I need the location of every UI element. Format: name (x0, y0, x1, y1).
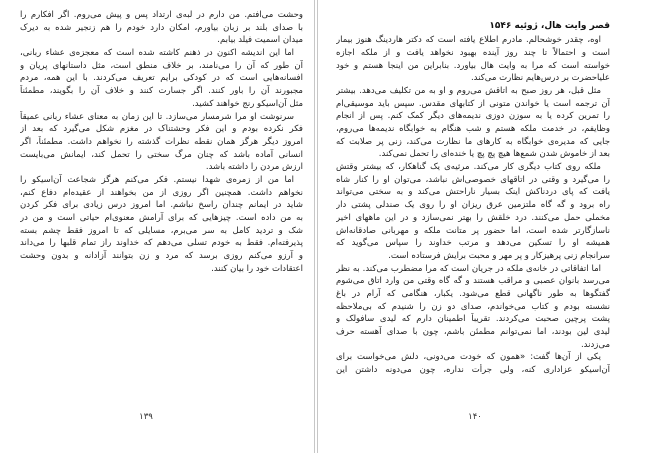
text-line: میدان اسمیت فیلد بیابم. (217, 35, 303, 46)
text-line: آن ترجمه است یا خواندن متونی از کتابهای مقدس. سپس باید موسیقی‌ام (336, 98, 610, 109)
text-line: راه برود و گه گاه ملتزمین عرق ریزان او را روی یک صندلی پشتی دار (336, 200, 610, 211)
text-line: خواسته است که مرا به وایت هال بیاورد. بنابراین من اینجا هستم و خود (336, 60, 610, 71)
left-page-text (20, 9, 303, 275)
text-line: امروز دیگر هرگز همان نقطه نظرات گذشته را نخواهم داشت. مطمئناً، اگر (20, 136, 303, 147)
text-line: آن طور که آن را می‌نامند، بر خلاف منطق است، مثل داستانهای پریان و (20, 60, 303, 71)
text-line: نشسته بودم و کتاب می‌خواندم، صدای دو زن را شنیدم که بی‌ملاحظه (336, 301, 610, 312)
text-line: آن‌اسیکو عزاداری کنه، ولی جرأت نداره، چون می‌دونه داشتن این (336, 365, 610, 376)
text-line: را تمرین کرده یا به سوزن دوزی ندیمه‌های دیگر کمک کنم. پس از انجام (336, 111, 610, 122)
text-line: مثل قبل، هر روز صبح به اتاقش می‌روم و او به من تکلیف می‌دهد. بیشتر (336, 85, 601, 96)
right-page (318, 0, 652, 453)
text-line: گفتگوها به طور ناگهانی قطع می‌شود. یکبار، هنگامی که آرام در باغ (336, 288, 610, 299)
text-line: بعد از خاموش شدن شمع‌ها هیچ پچ پچ یا خنده‌ای را تحمل نمی‌کند. (378, 149, 610, 160)
right-page-text (336, 34, 610, 377)
text-line: مثل آن‌اسیکو رنج خواهند کشید. (192, 98, 303, 109)
text-line: فکر نکرده بودم و این فکر وحشتناک در مغزم شکل می‌گیرد که بعد از (20, 124, 303, 135)
text-line: ملکه روی کتاب دیگری کار می‌کند. مرثیه‌ی یک گناهکار، که بیشتر وقتش (336, 162, 601, 173)
text-line: اما این اندیشه اکنون در ذهنم کاشته شده است که معجزه‌ی عشاء ربانی، (20, 48, 294, 59)
text-line: ناسازگارتر شده است، اما حضور پر متانت ملکه و مهربانی صادقانه‌اش (336, 225, 610, 236)
text-line: پشت پرچین صحبت می‌کردند. تقریباً اطمینان دارم که لیدی سافولک و (336, 314, 610, 325)
text-line: سرانجام زنی پرهیزکار و پر مهر و محبت برایش فرستاده است. (388, 250, 610, 261)
text-line: علیاحضرت بر درس‌هایم نظارت می‌کند. (470, 73, 610, 84)
right-page-content (336, 20, 610, 377)
text-line: لیدی لین بودند، اما نمی‌توانم مطمئن باشم، چون با صدای آهسته حرف (336, 327, 610, 337)
text-line: اعتقادات خود را بیان کنند. (211, 263, 303, 274)
text-line: اوه، چقدر خوشحالم. مادرم اطلاع یافته است که دکتر هاردینگ هنوز بیمار (336, 35, 601, 46)
text-line: اما اتفاقاتی در خانه‌ی ملکه در جریان است که مرا مضطرب می‌کند. به نظر (336, 263, 601, 274)
text-line: می‌رسد بانوان عصبی و مراقب هستند و گه گاه وقتی من وارد اتاق می‌شوم (336, 276, 610, 287)
text-line: پذیرفته‌ام. فقط به خودم تسلی می‌دهم که خداوند راز تمام قلبها را می‌داند (20, 238, 303, 249)
text-line: سرنوشت او مرا شرمسار می‌سازد. تا این زمان به معنای عشاء ربانی عمیقاً (20, 111, 294, 122)
text-line: مخملی حمل می‌کنند. درد خلقش را بهتر نمی‌سازد و در این ماههای اخیر (336, 212, 610, 223)
chapter-heading: قصر وایت هال، ژوئیه ۱۵۴۶ (489, 21, 610, 31)
text-line: مجبورند آن را باور کنند. اگر جسارت کنند و خلاف آن را بگویند، مطمئناً (20, 86, 303, 97)
text-line: و آرزو می‌کنم روزی برسد که مرد و زن بتوانند آزادانه و بدون وحشت (20, 251, 303, 262)
text-line: جایی که مدیره‌ی خوابگاه به کارهای ما نظارت می‌کند، زنی پر صلابت که (336, 136, 610, 147)
text-line: یافت که پای دردناکش اینک بسیار ناراحتش می‌کند و به سختی می‌تواند (336, 187, 610, 198)
text-line: با صدای بلند بر زبان بیاورم، امکان دارد خودم را هم زنجیر شده به دیرک (20, 22, 303, 33)
text-line: همیشه او را تسکین می‌دهد و مرتب خداوند را سپاس می‌گوید که (336, 238, 610, 249)
text-line: می‌زدند. (580, 339, 610, 350)
text-line: یکی از آن‌ها گفت: «همون که خودت می‌دونی، دلش می‌خواست برای (336, 352, 601, 363)
text-line: شاید در ایمانم چندان راسخ نباشم. اما امروز درس زیادی برای فکر کردن (20, 200, 303, 211)
left-page-number: ۱۳۹ (139, 412, 153, 422)
text-line: به من داده است. چیزهایی که برای آرامش معنوی‌ام حیاتی است و من در (20, 213, 303, 223)
text-line: وحشت می‌افتم. من دارم در لبه‌ی ارتداد پس و پیش می‌روم. اگر افکارم را (20, 10, 303, 20)
text-line: اما من از زمره‌ی شهدا نیستم. فکر می‌کنم هرگز شجاعت آن‌اسیکو را (20, 174, 294, 185)
text-line: شک و تردید کامل به سر می‌برم، مسایلی که تا امروز فقط چشم بسته (20, 225, 303, 236)
text-line: را می‌گیرد و وقتی در اتاقهای خصوصی‌اش نباشد، می‌توان او را کنار شاه (336, 174, 610, 185)
text-line: است و احتمالاً تا چند روز آینده بهبود نخواهد یافت و از ملکه اجازه (336, 47, 610, 58)
left-page (0, 0, 314, 453)
text-line: افسانه‌هایی است که در کودکی برایم تعریف می‌کردند. با این همه، مردم (20, 73, 303, 84)
text-line: نخواهم داشت. همچنین اگر روزی از من بخواهند از عقیده‌ام دفاع کنم، (20, 187, 303, 198)
text-line: انسانی آماده باشد که چنان مرگ سختی را تحمل کند، ایمانش می‌بایست (20, 149, 303, 160)
text-line: وظایفم، در خدمت ملکه هستم و شب هنگام به خوابگاه ندیمه‌ها می‌روم، (336, 124, 610, 134)
right-page-number: ۱۴۰ (468, 412, 482, 422)
text-line: ارزش مردن را داشته باشد. (205, 162, 303, 173)
